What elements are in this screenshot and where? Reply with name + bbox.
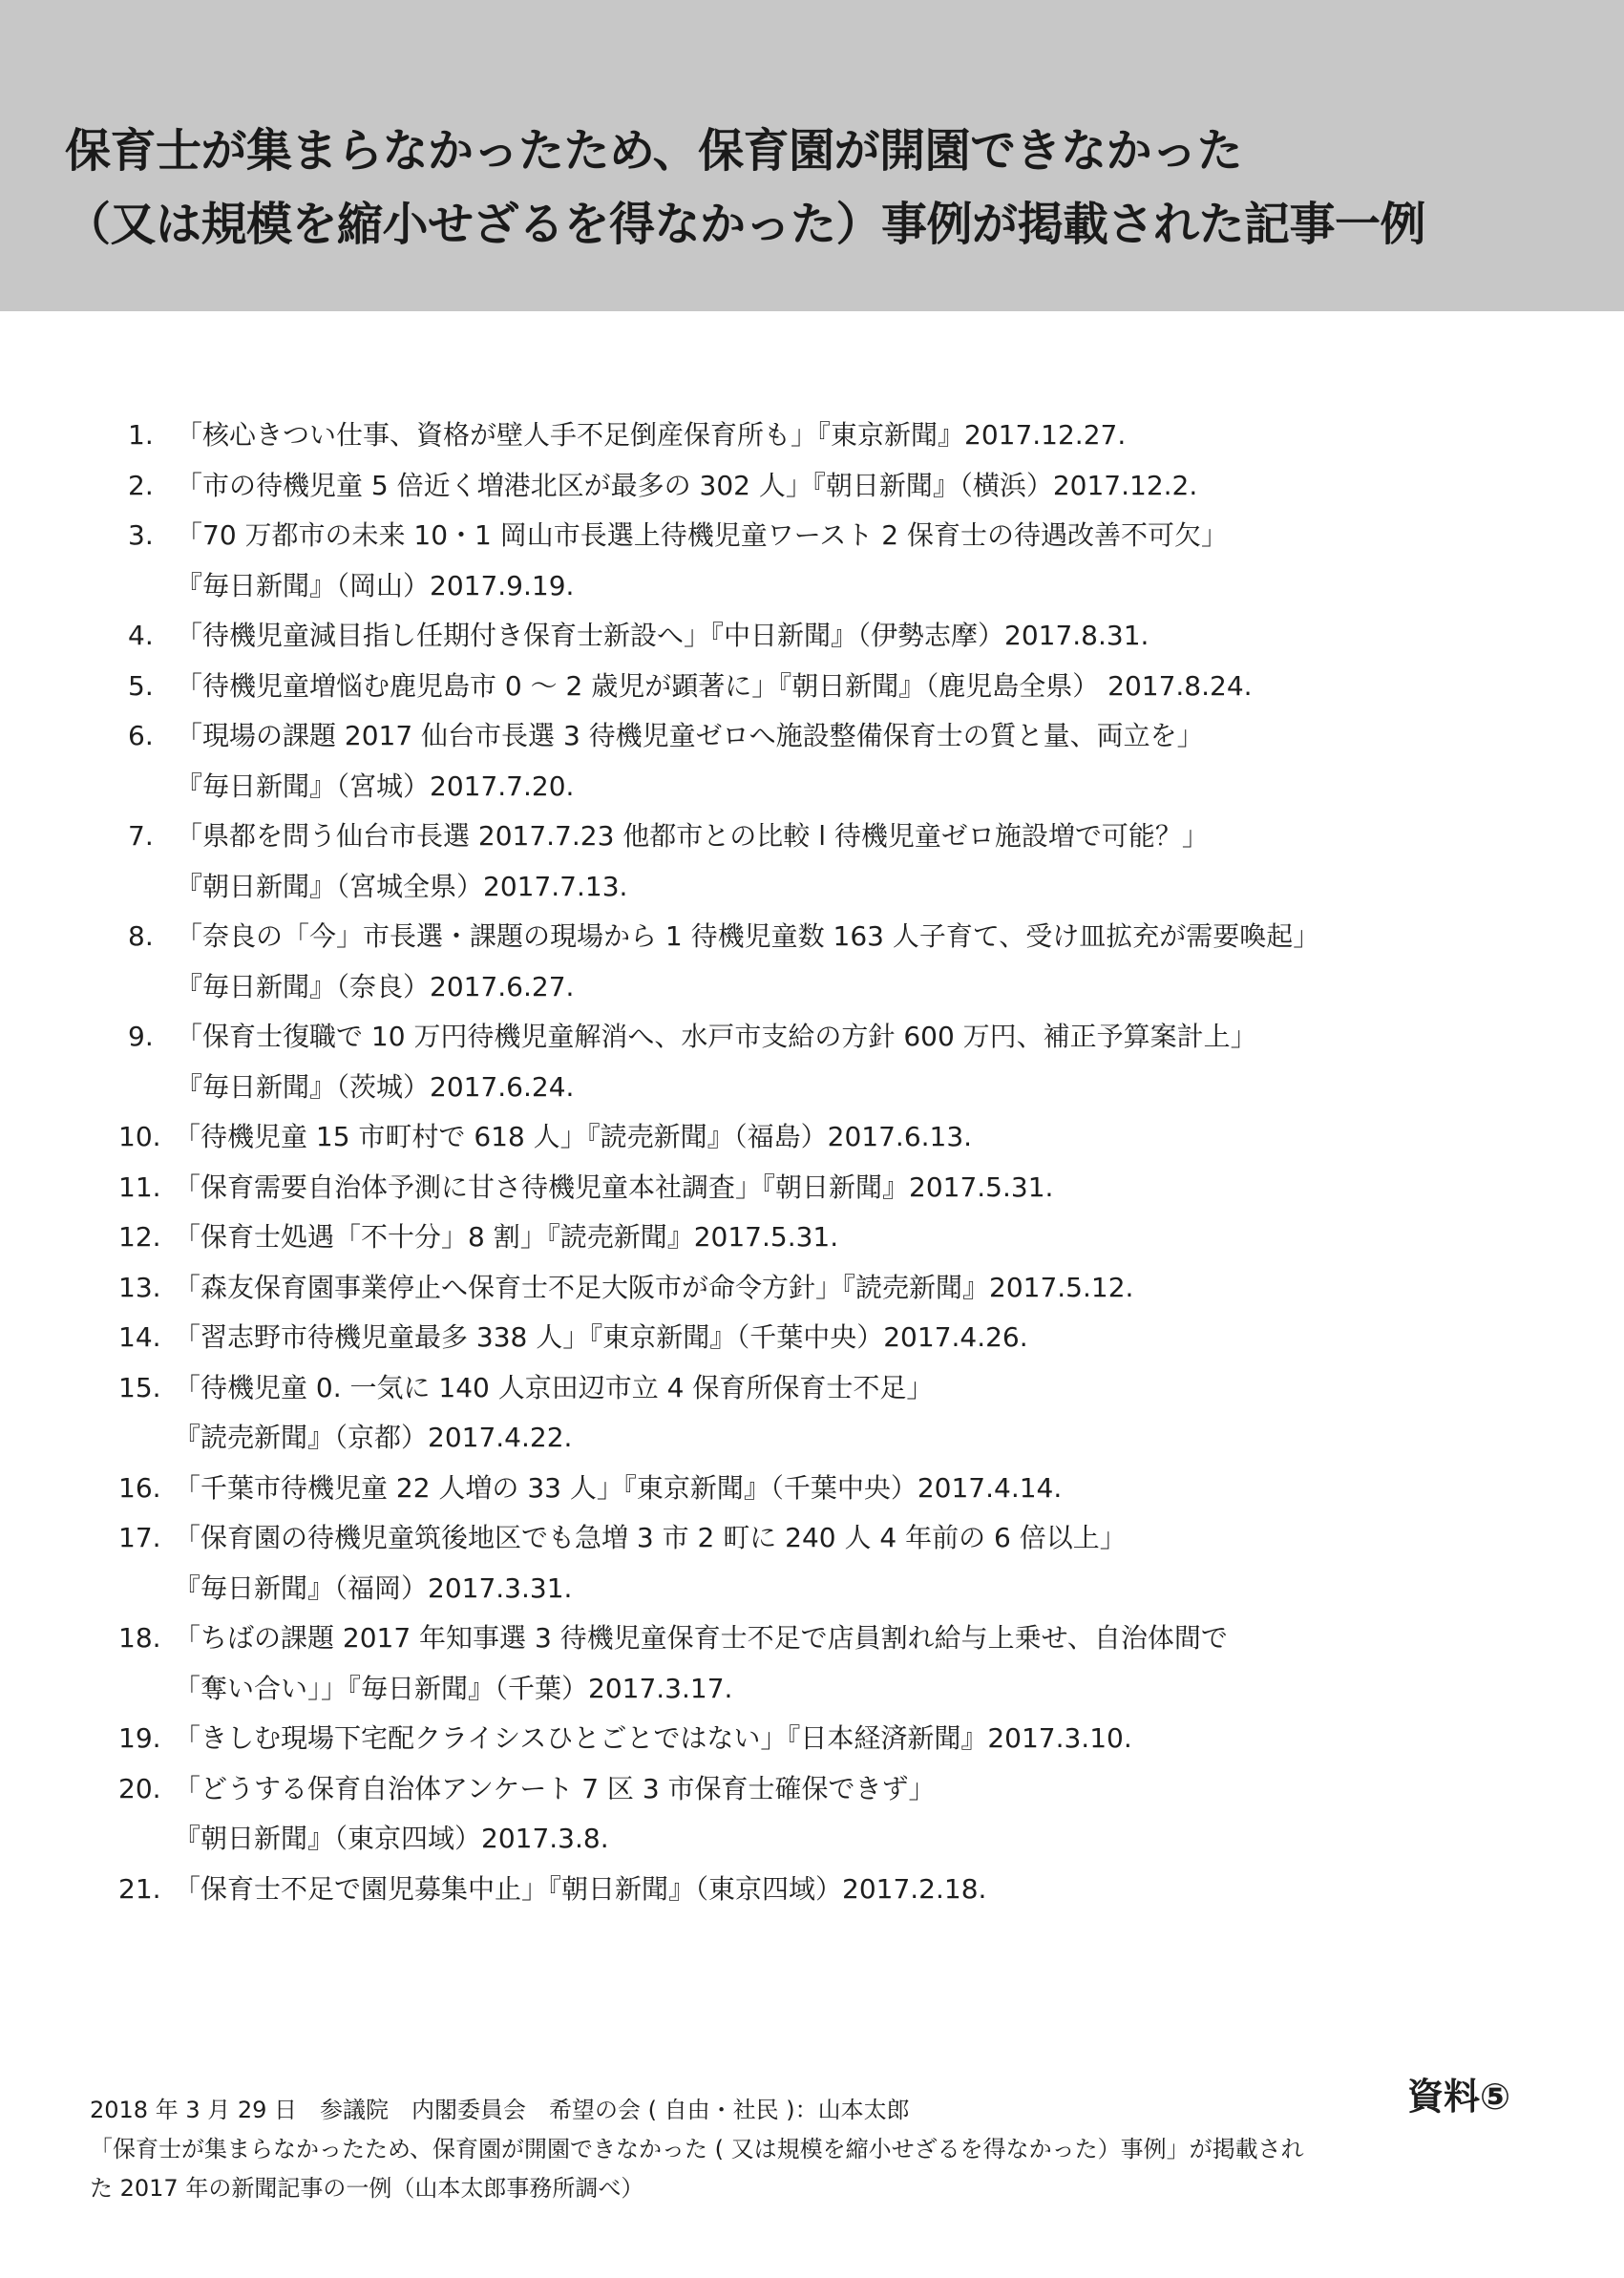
footer-line-3: た 2017 年の新聞記事の一例（山本太郎事務所調べ） [90, 2175, 644, 2202]
article-text: 「保育需要自治体予測に甘さ待機児童本社調査」『朝日新聞』2017.5.31. [174, 1171, 1054, 1203]
article-item [128, 411, 1541, 461]
article-item [128, 662, 1541, 712]
article-text-continued: 『朝日新聞』（東京四域）2017.3.8. [174, 1823, 609, 1854]
footer-line-2: 「保育士が集まらなかったため、保育園が開園できなかった ( 又は規模を縮小せざるを得なかった）事例」が掲載され [90, 2136, 1304, 2162]
article-item [118, 1313, 1541, 1363]
article-text-continued: 『毎日新聞』（宮城）2017.7.20. [176, 770, 575, 802]
page-title [65, 115, 1592, 262]
article-number: 2. [128, 469, 154, 501]
article-text: 「県都を問う仙台市長選 2017.7.23 他都市との比較 l 待機児童ゼロ施設増で可能？」 [176, 820, 1209, 852]
article-item [118, 1112, 1541, 1163]
title-line-1: 保育士が集まらなかったため、保育園が開園できなかった [65, 124, 1243, 178]
article-number: 12. [118, 1221, 161, 1253]
article-item [118, 1513, 1541, 1614]
article-text: 「保育士復職で 10 万円待機児童解消へ、水戸市支給の方針 600 万円、補正予算案計上」 [176, 1021, 1257, 1052]
article-number: 19. [118, 1722, 161, 1754]
article-text: 「核心きつい仕事、資格が壁人手不足倒産保育所も」『東京新聞』2017.12.27. [176, 419, 1127, 451]
article-item [128, 511, 1541, 611]
article-number: 8. [128, 920, 154, 952]
article-text: 「市の待機児童 5 倍近く増港北区が最多の 302 人」『朝日新聞』（横浜）2017.12.2. [176, 469, 1198, 501]
article-text-continued: 「奪い合い」」『毎日新聞』（千葉）2017.3.17. [174, 1672, 733, 1704]
article-number: 18. [118, 1622, 161, 1654]
article-text: 「70 万都市の未来 10・1 岡山市長選上待機児童ワースト 2 保育士の待遇改善不可欠」 [176, 519, 1228, 551]
article-text-continued: 『朝日新聞』（宮城全県）2017.7.13. [176, 870, 628, 902]
article-text: 「きしむ現場下宅配クライシスひとごとではない」『日本経済新聞』2017.3.10. [174, 1722, 1132, 1754]
article-item [118, 1263, 1541, 1314]
article-item [118, 1614, 1541, 1714]
article-item [128, 461, 1541, 512]
article-item [128, 611, 1541, 662]
article-number: 20. [118, 1772, 161, 1804]
article-number: 13. [118, 1271, 161, 1303]
article-text: 「ちばの課題 2017 年知事選 3 待機児童保育士不足で店員割れ給与上乗せ、自治体間で [174, 1622, 1228, 1654]
article-text-continued: 『毎日新聞』（福岡）2017.3.31. [174, 1571, 573, 1604]
article-item [128, 1012, 1541, 1112]
article-number: 21. [118, 1872, 161, 1905]
article-text-continued: 『毎日新聞』（岡山）2017.9.19. [176, 569, 575, 601]
article-number: 17. [118, 1522, 161, 1553]
article-text: 「保育園の待機児童筑後地区でも急増 3 市 2 町に 240 人 4 年前の 6 倍以上」 [174, 1522, 1127, 1553]
article-item [128, 812, 1541, 912]
article-text: 「待機児童増悩む鹿児島市 0 ～ 2 歳児が顕著に」『朝日新聞』（鹿児島全県） 2017.8.24. [176, 669, 1253, 702]
article-item [118, 1464, 1541, 1514]
footer-line-1: 2018 年 3 月 29 日 参議院 内閣委員会 希望の会 ( 自由・社民 )：山本太郎 [90, 2097, 910, 2123]
article-number: 11. [118, 1171, 161, 1203]
article-text: 「習志野市待機児童最多 338 人」『東京新聞』（千葉中央）2017.4.26. [174, 1321, 1028, 1353]
article-text: 「現場の課題 2017 仙台市長選 3 待機児童ゼロへ施設整備保育士の質と量、両立を」 [176, 720, 1204, 751]
article-number: 9. [128, 1021, 154, 1052]
article-item [118, 1865, 1541, 1915]
title-line-2: （又は規模を縮小せざるを得なかった）事例が掲載された記事一例 [65, 198, 1426, 251]
article-text-continued: 『毎日新聞』（奈良）2017.6.27. [176, 970, 575, 1002]
article-text-continued: 『読売新聞』（京都）2017.4.22. [174, 1422, 573, 1453]
article-number: 4. [128, 620, 154, 651]
article-number: 7. [128, 820, 154, 852]
article-item [118, 1363, 1541, 1464]
document-label: 資料⑤ [1407, 2076, 1511, 2118]
article-text: 「保育士不足で園児募集中止」『朝日新聞』（東京四域）2017.2.18. [174, 1872, 987, 1905]
article-number: 16. [118, 1471, 161, 1504]
article-text: 「待機児童減目指し任期付き保育士新設へ」『中日新聞』（伊勢志摩）2017.8.31. [176, 620, 1149, 651]
article-item [118, 1764, 1541, 1865]
article-text: 「待機児童 0. 一気に 140 人京田辺市立 4 保育所保育士不足」 [174, 1371, 934, 1403]
footer-note [90, 2091, 1522, 2208]
article-number: 6. [128, 720, 154, 751]
article-text: 「どうする保育自治体アンケート 7 区 3 市保育士確保できず」 [174, 1772, 936, 1804]
article-item [128, 912, 1541, 1012]
article-item [118, 1163, 1541, 1213]
article-number: 15. [118, 1371, 161, 1403]
article-text: 「奈良の「今」市長選・課題の現場から 1 待機児童数 163 人子育て、受け皿拡充が需要喚起」 [176, 920, 1320, 952]
article-text: 「森友保育園事業停止へ保育士不足大阪市が命令方針」『読売新聞』2017.5.12. [174, 1271, 1134, 1303]
article-number: 10. [118, 1121, 161, 1152]
article-item [118, 1714, 1541, 1764]
article-item [118, 1213, 1541, 1263]
article-item [128, 711, 1541, 812]
article-number: 14. [118, 1321, 161, 1353]
article-text-continued: 『毎日新聞』（茨城）2017.6.24. [176, 1070, 575, 1103]
article-number: 3. [128, 519, 154, 551]
article-text: 「待機児童 15 市町村で 618 人」『読売新聞』（福島）2017.6.13. [174, 1121, 973, 1152]
article-number: 1. [128, 419, 154, 451]
article-text: 「千葉市待機児童 22 人増の 33 人」『東京新聞』（千葉中央）2017.4.14. [174, 1471, 1063, 1504]
article-text: 「保育士処遇「不十分」8 割」『読売新聞』2017.5.31. [174, 1221, 839, 1253]
article-list [118, 411, 1541, 1914]
article-number: 5. [128, 669, 154, 702]
